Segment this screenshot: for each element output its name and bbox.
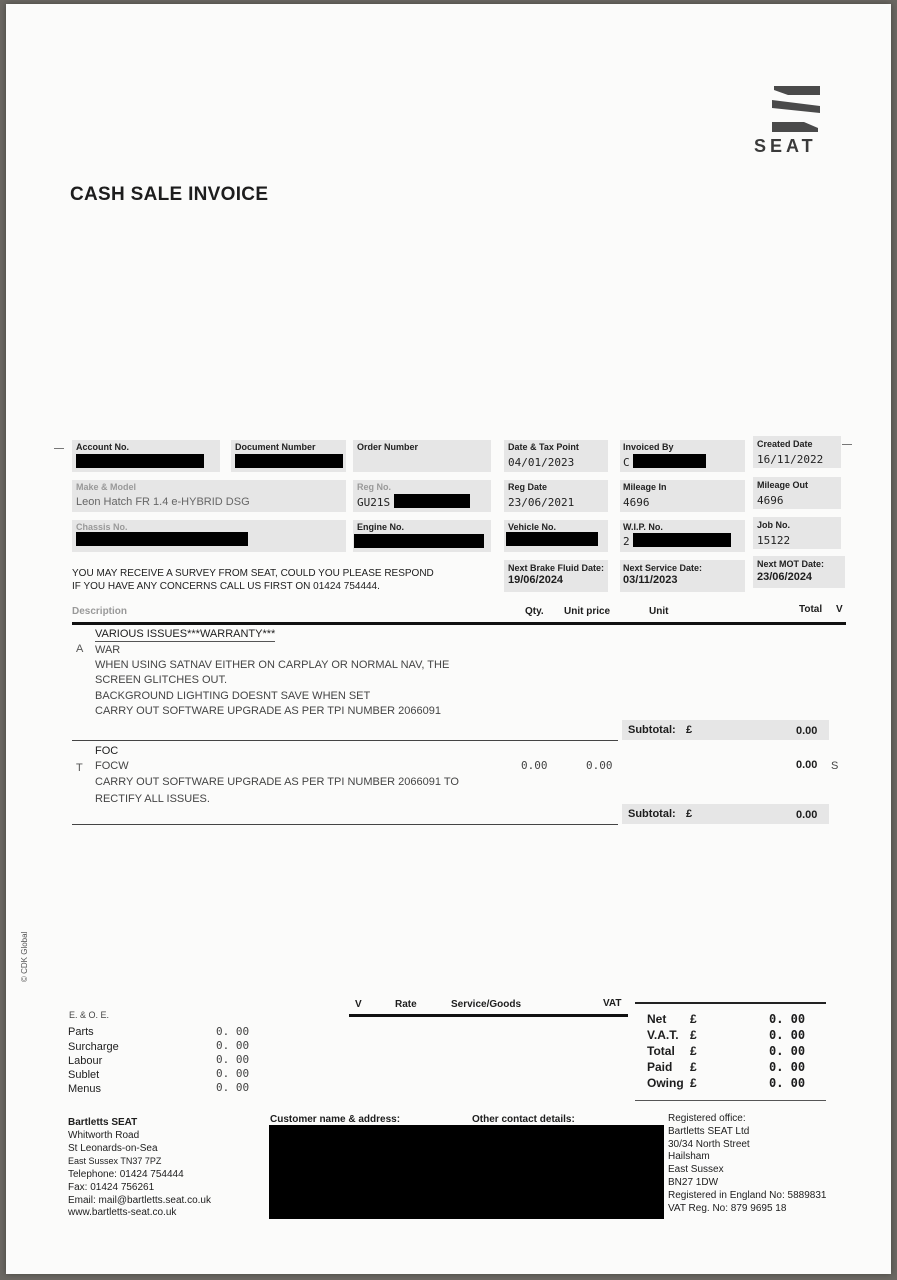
job-no-value: 15122 — [757, 534, 791, 547]
date-tax-point-value: 04/01/2023 — [508, 456, 575, 469]
invoiced-by-value: C — [623, 456, 630, 469]
totals-owing-value: 0. 00 — [769, 1076, 806, 1090]
vat-header-rule — [349, 1014, 628, 1017]
job-no-label: Job No. — [757, 520, 790, 530]
engine-no-redaction — [354, 534, 484, 548]
col-total: Total — [799, 604, 823, 615]
dealer-line6: Email: mail@bartletts.seat.co.uk — [68, 1195, 211, 1206]
item2-unit-price: 0.00 — [586, 759, 613, 772]
contact-label: Other contact details: — [472, 1114, 575, 1125]
dealer-line3: East Sussex TN37 7PZ — [68, 1156, 162, 1166]
mileage-in-label: Mileage In — [623, 482, 667, 492]
next-mot-label: Next MOT Date: — [757, 559, 825, 569]
dealer-line1: Whitworth Road — [68, 1130, 140, 1141]
col-unit-price: Unit price — [564, 606, 611, 617]
totals-owing-label: Owing — [647, 1076, 684, 1090]
survey-notice-line2: IF YOU HAVE ANY CONCERNS CALL US FIRST ON 01424 754444. — [72, 581, 380, 592]
totals-vat-currency: £ — [690, 1028, 697, 1042]
item2-heading: FOC — [95, 745, 119, 757]
vat-col-rate: Rate — [395, 999, 417, 1010]
breakdown-parts-label: Parts — [68, 1026, 94, 1038]
next-brake-fluid-value: 19/06/2024 — [508, 574, 564, 586]
totals-total-label: Total — [647, 1044, 675, 1058]
vehicle-no-redaction — [506, 532, 598, 546]
header-rule — [72, 622, 846, 625]
item1-sub: WAR — [95, 644, 121, 656]
customer-label: Customer name & address: — [270, 1114, 401, 1125]
totals-net-currency: £ — [690, 1012, 697, 1026]
reg-date-label: Reg Date — [508, 482, 548, 492]
item1-code: A — [76, 643, 84, 655]
totals-vat-label: V.A.T. — [647, 1028, 679, 1042]
breakdown-surcharge-label: Surcharge — [68, 1041, 119, 1053]
account-no-redaction — [76, 454, 204, 468]
totals-paid-value: 0. 00 — [769, 1060, 806, 1074]
reg-office-line2: Bartletts SEAT Ltd — [668, 1126, 750, 1137]
item1-heading: VARIOUS ISSUES***WARRANTY*** — [95, 628, 276, 640]
make-model-value: Leon Hatch FR 1.4 e-HYBRID DSG — [76, 496, 250, 508]
dealer-line4: Telephone: 01424 754444 — [68, 1169, 184, 1180]
totals-owing-currency: £ — [690, 1076, 697, 1090]
date-tax-point-label: Date & Tax Point — [508, 442, 579, 452]
breakdown-sublet-label: Sublet — [68, 1069, 100, 1081]
item1-rule — [72, 740, 618, 741]
make-model-label: Make & Model — [76, 482, 137, 492]
item2-rule — [72, 824, 618, 825]
chassis-no-label: Chassis No. — [76, 522, 128, 532]
item2-line2: RECTIFY ALL ISSUES. — [95, 793, 210, 805]
invoiced-by-label: Invoiced By — [623, 442, 674, 452]
breakdown-menus-label: Menus — [68, 1083, 102, 1095]
created-date-value: 16/11/2022 — [757, 453, 824, 466]
cdk-side-note: © CDK Global — [20, 931, 29, 982]
customer-address-redaction — [269, 1125, 664, 1219]
created-date-label: Created Date — [757, 439, 813, 449]
item1-subtotal-label: Subtotal: — [628, 724, 676, 736]
item1-heading-rule — [95, 641, 275, 642]
wip-no-value: 2 — [623, 535, 630, 548]
reg-office-line6: BN27 1DW — [668, 1177, 719, 1188]
col-unit: Unit — [649, 606, 669, 617]
reg-office-line1: Registered office: — [668, 1113, 746, 1124]
item2-sub: FOCW — [95, 760, 129, 772]
reg-office-line7: Registered in England No: 5889831 — [668, 1190, 827, 1201]
dealer-line2: St Leonards-on-Sea — [68, 1143, 158, 1154]
reg-office-line3: 30/34 North Street — [668, 1139, 750, 1150]
item1-line3: BACKGROUND LIGHTING DOESNT SAVE WHEN SET — [95, 690, 371, 702]
chassis-no-redaction — [76, 532, 248, 546]
invoiced-by-redaction — [633, 454, 706, 468]
vat-col-service-goods: Service/Goods — [451, 999, 522, 1010]
item1-line2: SCREEN GLITCHES OUT. — [95, 674, 228, 686]
document-number-label: Document Number — [235, 442, 316, 452]
next-service-value: 03/11/2023 — [623, 574, 678, 586]
reg-office-line4: Hailsham — [668, 1151, 710, 1162]
seat-s-logo-icon — [770, 86, 822, 132]
item2-qty: 0.00 — [521, 759, 548, 772]
reg-no-redaction — [394, 494, 470, 508]
item2-subtotal-label: Subtotal: — [628, 808, 676, 820]
dealer-line5: Fax: 01424 756261 — [68, 1182, 155, 1193]
account-no-label: Account No. — [76, 442, 129, 452]
breakdown-menus-value: 0. 00 — [216, 1081, 250, 1094]
eoe-note: E. & O. E. — [69, 1010, 110, 1020]
grid-tick-left — [54, 448, 64, 449]
reg-office-line5: East Sussex — [668, 1164, 724, 1175]
grid-tick-right — [842, 444, 852, 445]
mileage-in-value: 4696 — [623, 496, 650, 509]
totals-net-value: 0. 00 — [769, 1012, 806, 1026]
mileage-out-value: 4696 — [757, 494, 784, 507]
item1-subtotal-value: 0.00 — [796, 725, 818, 737]
item1-subtotal-currency: £ — [686, 724, 693, 736]
breakdown-labour-label: Labour — [68, 1055, 103, 1067]
dealer-name: Bartletts SEAT — [68, 1117, 138, 1128]
totals-paid-currency: £ — [690, 1060, 697, 1074]
mileage-out-label: Mileage Out — [757, 480, 809, 490]
survey-notice-line1: YOU MAY RECEIVE A SURVEY FROM SEAT, COULD YOU PLEASE RESPOND — [72, 568, 434, 579]
col-v: V — [836, 604, 843, 615]
item2-line1: CARRY OUT SOFTWARE UPGRADE AS PER TPI NUMBER 2066091 TO — [95, 776, 459, 788]
totals-total-currency: £ — [690, 1044, 697, 1058]
seat-wordmark: SEAT — [754, 136, 817, 156]
order-number-label: Order Number — [357, 442, 419, 452]
next-brake-fluid-label: Next Brake Fluid Date: — [508, 563, 605, 573]
breakdown-labour-value: 0. 00 — [216, 1053, 250, 1066]
breakdown-parts-value: 0. 00 — [216, 1025, 250, 1038]
item1-line1: WHEN USING SATNAV EITHER ON CARPLAY OR NORMAL NAV, THE — [95, 659, 450, 671]
totals-net-label: Net — [647, 1012, 667, 1026]
reg-no-value: GU21S — [357, 496, 391, 509]
item2-total: 0.00 — [796, 759, 818, 771]
breakdown-surcharge-value: 0. 00 — [216, 1039, 250, 1052]
col-qty: Qty. — [525, 606, 544, 617]
reg-office-line8: VAT Reg. No: 879 9695 18 — [668, 1203, 787, 1214]
totals-vat-value: 0. 00 — [769, 1028, 806, 1042]
reg-date-value: 23/06/2021 — [508, 496, 575, 509]
item2-v: S — [831, 760, 839, 772]
document-number-redaction — [235, 454, 343, 468]
breakdown-sublet-value: 0. 00 — [216, 1067, 250, 1080]
next-service-label: Next Service Date: — [623, 563, 703, 573]
col-description: Description — [72, 606, 128, 617]
engine-no-label: Engine No. — [357, 522, 404, 532]
vat-col-vat: VAT — [603, 998, 622, 1009]
vehicle-no-label: Vehicle No. — [508, 522, 557, 532]
totals-total-value: 0. 00 — [769, 1044, 806, 1058]
wip-no-label: W.I.P. No. — [623, 522, 663, 532]
vat-col-v: V — [355, 999, 362, 1010]
wip-no-redaction — [633, 533, 731, 547]
totals-paid-label: Paid — [647, 1060, 673, 1074]
item2-code: T — [76, 762, 83, 774]
item2-subtotal-currency: £ — [686, 808, 693, 820]
item2-subtotal-value: 0.00 — [796, 809, 818, 821]
reg-no-label: Reg No. — [357, 482, 392, 492]
item1-line4: CARRY OUT SOFTWARE UPGRADE AS PER TPI NUMBER 2066091 — [95, 705, 441, 717]
invoice-title: CASH SALE INVOICE — [70, 184, 269, 205]
next-mot-value: 23/06/2024 — [757, 571, 813, 583]
invoice-page — [6, 4, 891, 1274]
dealer-line7: www.bartletts-seat.co.uk — [68, 1207, 177, 1218]
